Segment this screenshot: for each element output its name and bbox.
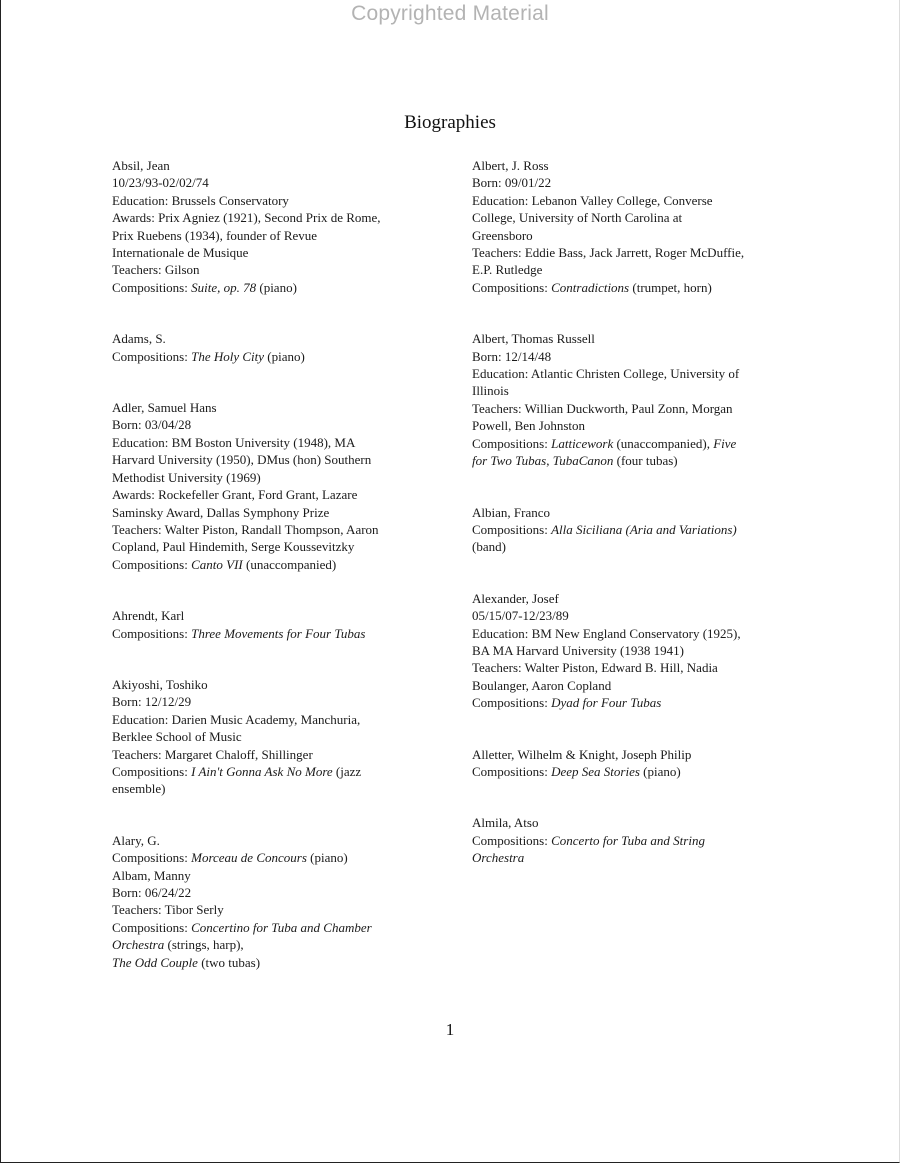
bio-dates: 05/15/07-12/23/89	[472, 608, 569, 624]
comp-detail: (two tubas)	[197, 954, 261, 970]
bio-name: Albert, J. Ross	[472, 158, 549, 173]
bio-name: Ahrendt, Karl	[112, 608, 185, 624]
comp-label: Compositions:	[112, 556, 192, 572]
bio-entry-albert-j	[472, 157, 792, 296]
bio-awards: Awards: Prix Agniez (1921), Second Prix de Rome,	[112, 210, 381, 226]
comp-detail: (piano)	[306, 850, 348, 866]
bio-teachers: Boulanger, Aaron Copland	[472, 677, 612, 693]
bio-compositions	[112, 348, 457, 365]
bio-entry-almila	[472, 814, 792, 866]
comp-label: Compositions:	[472, 763, 552, 779]
bio-compositions	[112, 625, 457, 642]
bio-entry-alary-albam	[112, 832, 457, 971]
comp-title: Alla Siciliana (Aria and Variations)	[551, 521, 737, 537]
bio-compositions	[472, 832, 792, 849]
bio-compositions	[472, 763, 792, 780]
bio-entry-alexander	[472, 590, 792, 712]
bio-name: Absil, Jean	[112, 158, 170, 173]
comp-detail: ,	[546, 453, 553, 469]
comp-title: Dyad for Four Tubas	[551, 695, 662, 711]
bio-born: Born: 03/04/28	[112, 417, 192, 433]
comp-label: Compositions:	[112, 348, 192, 364]
bio-entry-albian	[472, 504, 792, 556]
comp-title: Latticework	[551, 435, 614, 451]
comp-detail: (unaccompanied)	[242, 556, 337, 572]
bio-teachers: Teachers: Walter Piston, Edward B. Hill, Nadia	[472, 660, 718, 676]
bio-education: Education: Lebanon Valley College, Converse	[472, 192, 713, 208]
page-title: Biographies	[404, 112, 496, 133]
comp-title: I Ain't Gonna Ask No More	[191, 763, 333, 779]
bio-teachers: Teachers: Willian Duckworth, Paul Zonn, Morgan	[472, 400, 733, 416]
bio-education: College, University of North Carolina at	[472, 210, 683, 226]
bio-compositions	[112, 763, 457, 780]
comp-detail: ensemble)	[112, 781, 166, 797]
bio-entry-albert-t	[472, 330, 792, 469]
bio-name: Akiyoshi, Toshiko	[112, 676, 208, 692]
comp-detail: (band)	[472, 539, 506, 555]
bio-name: Adams, S.	[112, 331, 166, 347]
bio-born: Born: 06/24/22	[112, 885, 192, 900]
bio-education: Methodist University (1969)	[112, 469, 261, 485]
comp-title: Canto VII	[191, 556, 243, 572]
bio-education: Berklee School of Music	[112, 729, 242, 745]
comp-title: Deep Sea Stories	[551, 763, 640, 779]
bio-compositions	[472, 279, 792, 296]
comp-label: Compositions:	[472, 279, 552, 295]
bio-compositions	[112, 849, 457, 866]
bio-compositions	[112, 919, 457, 936]
bio-entry-adams	[112, 330, 457, 365]
bio-entry-alletter	[472, 746, 792, 781]
bio-born: Born: 12/12/29	[112, 694, 192, 710]
bio-education: Education: Darien Music Academy, Manchuria,	[112, 711, 361, 727]
bio-entry-adler	[112, 399, 457, 573]
bio-born: Born: 09/01/22	[472, 175, 552, 191]
bio-compositions-cont	[112, 936, 457, 953]
bio-teachers: Teachers: Margaret Chaloff, Shillinger	[112, 746, 313, 762]
comp-detail: (strings, harp),	[164, 937, 244, 953]
comp-label: Compositions:	[112, 625, 192, 641]
bio-name: Adler, Samuel Hans	[112, 400, 217, 416]
comp-title: Orchestra	[112, 937, 165, 953]
bio-compositions	[472, 521, 792, 538]
bio-teachers: Teachers: Gilson	[112, 262, 200, 278]
copyright-watermark: Copyrighted Material	[351, 2, 549, 25]
page-number: 1	[445, 1020, 455, 1039]
comp-title: Concertino for Tuba and Chamber	[191, 919, 372, 935]
bio-name: Albian, Franco	[472, 504, 550, 520]
comp-detail: (piano)	[639, 763, 681, 779]
comp-detail: (trumpet, horn)	[629, 279, 712, 295]
comp-title: The Holy City	[191, 348, 265, 364]
bio-education: Education: Brussels Conservatory	[112, 192, 289, 208]
bio-entry-ahrendt	[112, 607, 457, 642]
bio-name: Alletter, Wilhelm & Knight, Joseph Philip	[472, 746, 692, 762]
bio-teachers: Powell, Ben Johnston	[472, 418, 586, 434]
bio-name: Alary, G.	[112, 832, 160, 848]
comp-title: Five	[713, 435, 737, 451]
comp-detail: (jazz	[332, 763, 362, 779]
comp-title: Suite, op. 78	[191, 279, 257, 295]
bio-compositions	[472, 694, 792, 711]
comp-detail: (piano)	[256, 279, 297, 295]
bio-compositions-cont	[472, 849, 792, 866]
bio-compositions	[112, 556, 457, 573]
comp-label: Compositions:	[472, 695, 552, 711]
comp-label: Compositions:	[112, 763, 192, 779]
right-column	[472, 157, 792, 901]
bio-education: Illinois	[472, 383, 509, 399]
bio-name: Alexander, Josef	[472, 590, 559, 606]
bio-awards: Internationale de Musique	[112, 245, 249, 261]
bio-teachers: Teachers: Tibor Serly	[112, 902, 224, 918]
bio-compositions-cont	[472, 452, 792, 469]
comp-title: The Odd Couple	[112, 954, 198, 970]
comp-title: Concerto for Tuba and String	[551, 832, 705, 848]
bio-compositions	[472, 435, 792, 452]
comp-detail: (unaccompanied),	[613, 435, 714, 451]
comp-label: Compositions:	[112, 850, 192, 866]
comp-label: Compositions:	[472, 832, 552, 848]
bio-education: Education: BM New England Conservatory (1925),	[472, 625, 741, 641]
comp-title: Orchestra	[472, 850, 525, 866]
comp-title: TubaCanon	[552, 453, 614, 469]
comp-detail: (four tubas)	[613, 453, 678, 469]
bio-teachers: Teachers: Eddie Bass, Jack Jarrett, Roger McDuffie,	[472, 245, 745, 261]
comp-title: Three Movements for Four Tubas	[191, 625, 366, 641]
comp-title: Morceau de Concours	[191, 850, 307, 866]
bio-born: Born: 12/14/48	[472, 348, 552, 364]
bio-awards: Saminsky Award, Dallas Symphony Prize	[112, 504, 330, 520]
bio-entry-absil	[112, 157, 457, 296]
bio-name: Almila, Atso	[472, 815, 539, 831]
bio-name: Albam, Manny	[112, 867, 191, 883]
comp-detail: (piano)	[264, 348, 305, 364]
bio-awards: Prix Ruebens (1934), founder of Revue	[112, 227, 318, 243]
bio-entry-akiyoshi	[112, 676, 457, 798]
bio-awards: Awards: Rockefeller Grant, Ford Grant, Lazare	[112, 487, 358, 503]
bio-education: Harvard University (1950), DMus (hon) Southern	[112, 452, 372, 468]
bio-teachers: Teachers: Walter Piston, Randall Thompson, Aaron	[112, 521, 379, 537]
comp-label: Compositions:	[112, 919, 192, 935]
comp-label: Compositions:	[112, 279, 192, 295]
bio-education: BA MA Harvard University (1938 1941)	[472, 642, 684, 658]
bio-compositions	[112, 279, 457, 296]
comp-title: Contradictions	[551, 279, 630, 295]
bio-name: Albert, Thomas Russell	[472, 331, 595, 347]
bio-teachers: E.P. Rutledge	[472, 262, 543, 278]
left-column	[112, 157, 457, 1005]
comp-label: Compositions:	[472, 521, 552, 537]
bio-education: Greensboro	[472, 227, 533, 243]
bio-dates: 10/23/93-02/02/74	[112, 175, 209, 191]
bio-education: Education: Atlantic Christen College, University of	[472, 366, 740, 382]
comp-label: Compositions:	[472, 435, 552, 451]
bio-compositions-cont	[112, 954, 457, 971]
bio-education: Education: BM Boston University (1948), MA	[112, 434, 356, 450]
bio-teachers: Copland, Paul Hindemith, Serge Koussevitzky	[112, 539, 355, 555]
comp-title: for Two Tubas	[472, 453, 547, 469]
